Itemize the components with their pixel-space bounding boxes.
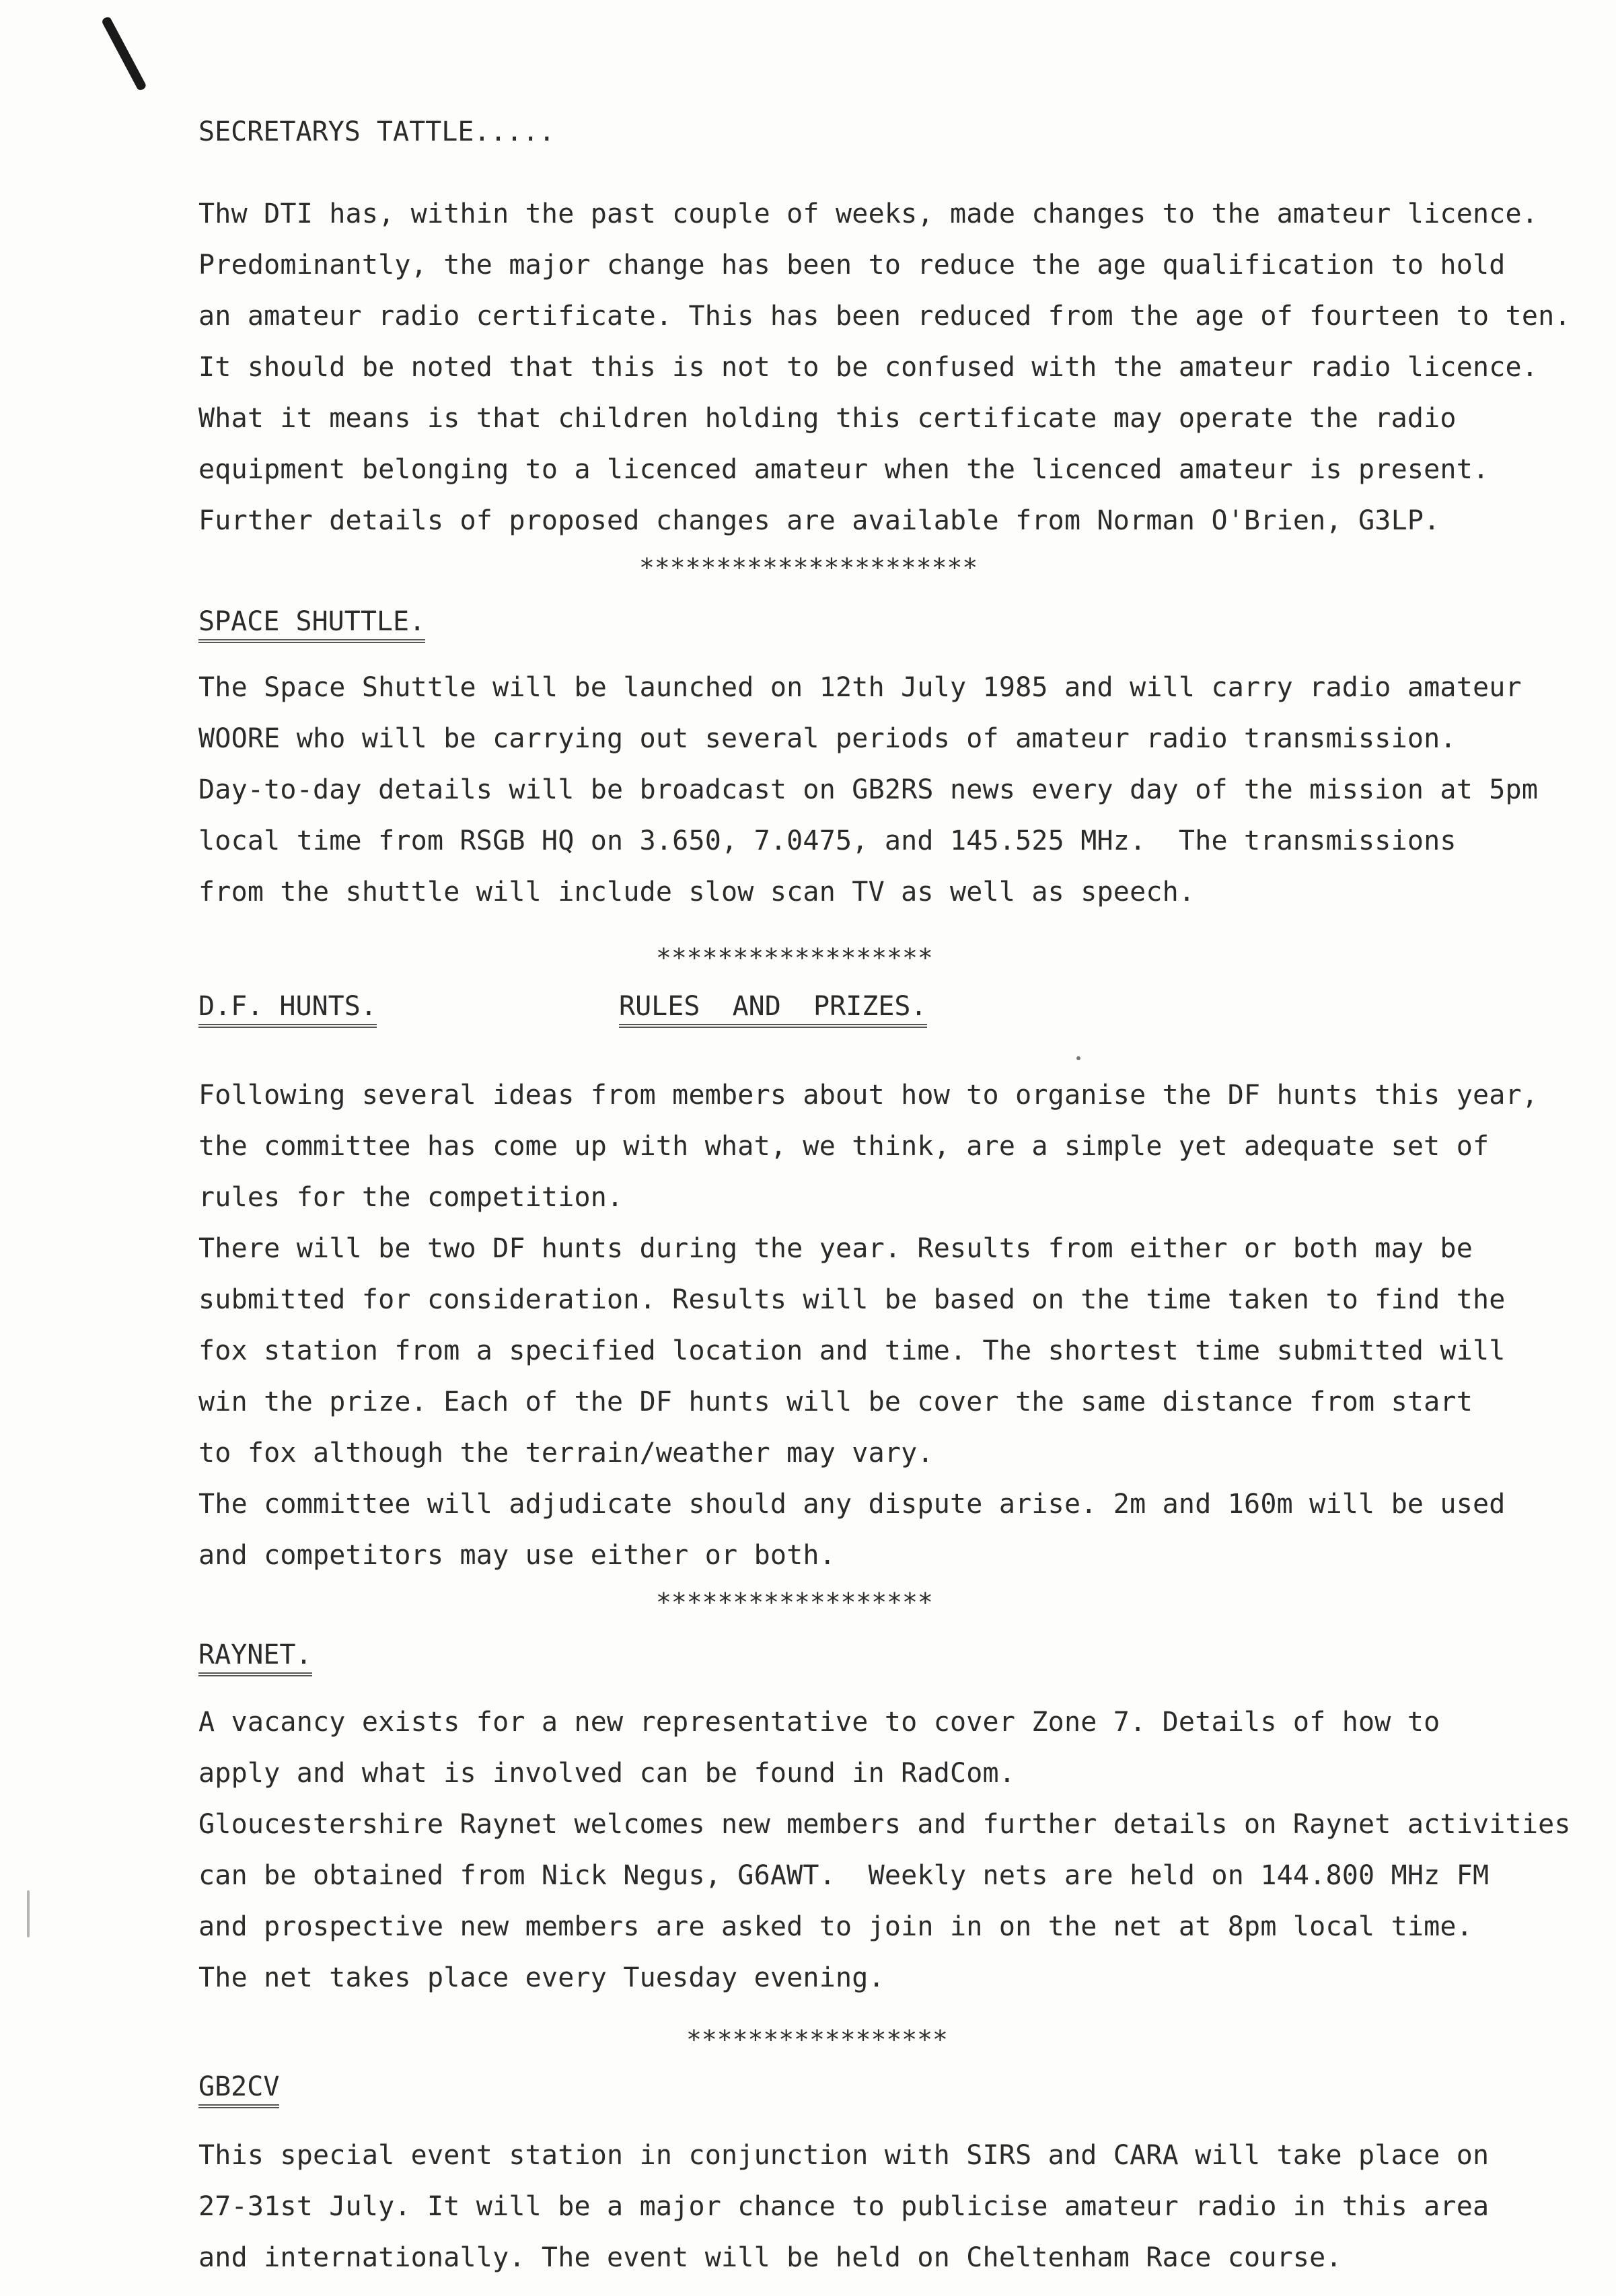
ink-speck	[1076, 1056, 1080, 1060]
raynet-line: and prospective new members are asked to join in on the net at 8pm local time.	[198, 1911, 1473, 1942]
raynet-heading: RAYNET.	[198, 1639, 312, 1676]
df-subheading: RULES AND PRIZES.	[619, 990, 927, 1028]
gb2cv-line: This special event station in conjunction with SIRS and CARA will take place on	[198, 2140, 1490, 2171]
df-line: rules for the competition.	[198, 1182, 624, 1213]
raynet-line: A vacancy exists for a new representative to cover Zone 7. Details of how to	[198, 1707, 1440, 1738]
section-separator: *****************	[686, 2025, 948, 2054]
df-line: The committee will adjudicate should any dispute arise. 2m and 160m will be used	[198, 1489, 1506, 1520]
df-line: to fox although the terrain/weather may vary.	[198, 1438, 934, 1469]
secretary-line: Thw DTI has, within the past couple of weeks, made changes to the amateur licence.	[198, 198, 1539, 229]
df-line: Following several ideas from members about how to organise the DF hunts this year,	[198, 1080, 1539, 1111]
margin-mark	[27, 1890, 30, 1937]
secretary-line: equipment belonging to a licenced amateur when the licenced amateur is present.	[198, 454, 1490, 485]
shuttle-line: The Space Shuttle will be launched on 12th July 1985 and will carry radio amateur	[198, 672, 1522, 703]
secretary-line: an amateur radio certificate. This has been reduced from the age of fourteen to ten.	[198, 301, 1571, 332]
gb2cv-heading: GB2CV	[198, 2071, 279, 2108]
shuttle-line: from the shuttle will include slow scan TV as well as speech.	[198, 877, 1196, 908]
df-heading: D.F. HUNTS.	[198, 990, 377, 1028]
gb2cv-line: 27-31st July. It will be a major chance to publicise amateur radio in this area	[198, 2191, 1490, 2222]
secretary-heading: SECRETARYS TATTLE.....	[198, 116, 555, 147]
shuttle-line: WOORE who will be carrying out several periods of amateur radio transmission.	[198, 723, 1457, 754]
df-line: win the prize. Each of the DF hunts will be cover the same distance from start	[198, 1386, 1473, 1417]
df-line: the committee has come up with what, we think, are a simple yet adequate set of	[198, 1131, 1490, 1162]
secretary-line: What it means is that children holding this certificate may operate the radio	[198, 403, 1457, 434]
df-line: fox station from a specified location and time. The shortest time submitted will	[198, 1335, 1506, 1366]
df-line: and competitors may use either or both.	[198, 1540, 836, 1571]
secretary-line: It should be noted that this is not to be confused with the amateur radio licence.	[198, 352, 1539, 383]
raynet-line: The net takes place every Tuesday evening.	[198, 1962, 885, 1993]
shuttle-line: local time from RSGB HQ on 3.650, 7.0475, and 145.525 MHz. The transmissions	[198, 825, 1457, 856]
df-line: There will be two DF hunts during the year. Results from either or both may be	[198, 1233, 1473, 1264]
raynet-line: apply and what is involved can be found in RadCom.	[198, 1758, 1016, 1789]
pen-stroke-mark	[101, 15, 147, 91]
shuttle-line: Day-to-day details will be broadcast on GB2RS news every day of the mission at 5pm	[198, 774, 1539, 805]
shuttle-heading: SPACE SHUTTLE.	[198, 605, 425, 643]
secretary-line: Predominantly, the major change has been to reduce the age qualification to hold	[198, 250, 1506, 281]
raynet-line: Gloucestershire Raynet welcomes new members and further details on Raynet activities	[198, 1809, 1571, 1840]
section-separator: ******************	[656, 943, 933, 973]
df-line: submitted for consideration. Results will be based on the time taken to find the	[198, 1284, 1506, 1315]
section-separator: ******************	[656, 1588, 933, 1617]
gb2cv-line: and internationally. The event will be held on Cheltenham Race course.	[198, 2242, 1342, 2273]
secretary-line: Further details of proposed changes are available from Norman O'Brien, G3LP.	[198, 505, 1440, 536]
section-separator: **********************	[639, 553, 978, 583]
raynet-line: can be obtained from Nick Negus, G6AWT. Weekly nets are held on 144.800 MHz FM	[198, 1860, 1490, 1891]
